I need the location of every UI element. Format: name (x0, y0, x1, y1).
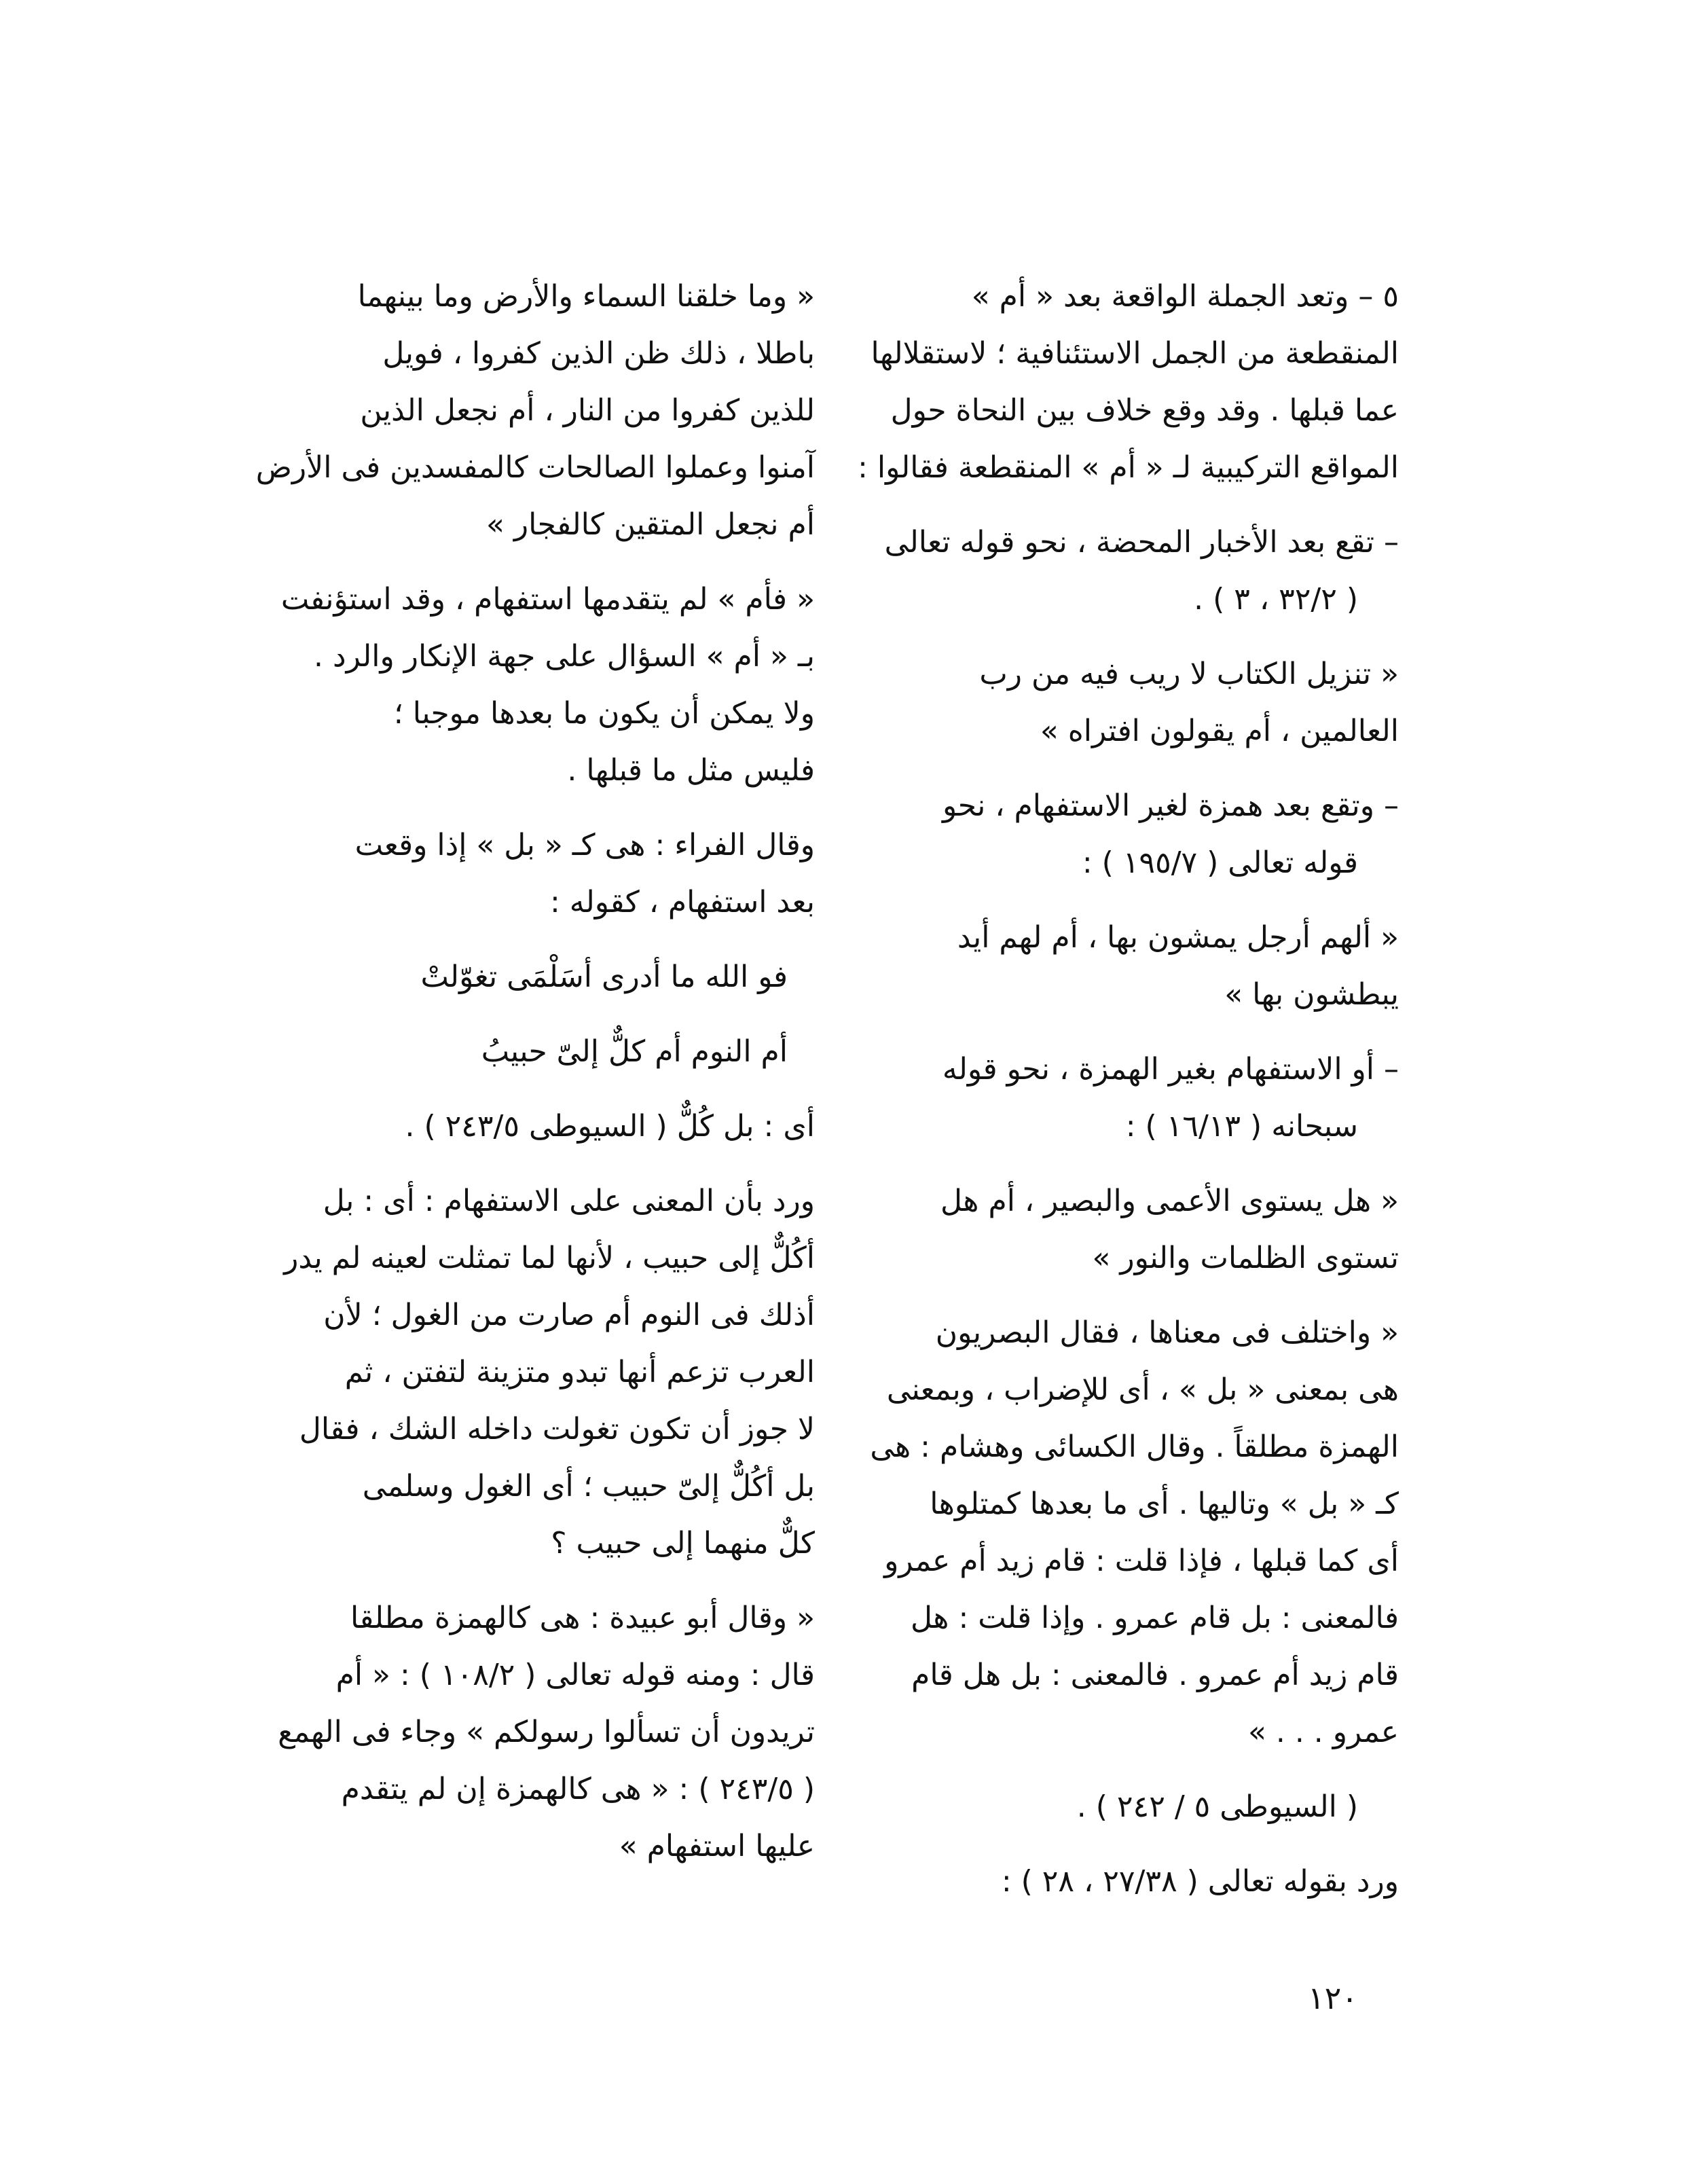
text-line: عمرو . . . » (1247, 1715, 1399, 1749)
text-line: العالمين ، أم يقولون افتراه » (1040, 714, 1399, 748)
quote (255, 268, 815, 553)
text-line: « وقال أبو عبيدة : هى كالهمزة مطلقا (350, 1601, 815, 1635)
quote (278, 1590, 815, 1875)
paragraph (299, 1098, 815, 1155)
text-line: « وما خلقنا السماء والأرض وما بينهما (357, 279, 815, 314)
left-column (255, 268, 815, 1893)
text-line: بل أكُلٌّ إلىّ حبيب ؛ أى الغول وسلمى (362, 1469, 815, 1504)
text-line: باطلا ، ذلك ظن الذين كفروا ، فويل (382, 336, 815, 371)
text-line: يبطشون بها » (1224, 977, 1399, 1012)
right-column (858, 268, 1399, 1928)
text-line: – وتقع بعد همزة لغير الاستفهام ، نحو (942, 788, 1399, 823)
text-line: « واختلف فى معناها ، فقال البصريون (935, 1315, 1399, 1350)
text-line: ورد بأن المعنى على الاستفهام : أى : بل (323, 1184, 815, 1218)
text-line: أذلك فى النوم أم صارت من الغول ؛ لأن (323, 1298, 815, 1332)
text-line: قوله تعالى ( ١٩٥/٧ ) : (1082, 845, 1358, 880)
text-line: أى : بل كُلٌّ ( السيوطى ٢٤٣/٥ ) . (405, 1109, 815, 1144)
quote (869, 909, 1399, 1023)
text-line: « فأم » لم يتقدمها استفهام ، وقد استؤنفت (280, 582, 815, 617)
paragraph (284, 1173, 815, 1572)
text-line: أكُلٌّ إلى حبيب ، لأنها لما تمثلت لعينه لم يدر (284, 1241, 815, 1275)
quote (869, 646, 1399, 760)
text-line: عليها استفهام » (619, 1829, 815, 1863)
text-line: – أو الاستفهام بغير الهمزة ، نحو قوله (942, 1052, 1399, 1087)
page-number: ١٢٠ (1307, 1980, 1358, 2016)
text-line: ٥ – وتعد الجملة الواقعة بعد « أم » (971, 279, 1399, 314)
paragraph (869, 1853, 1399, 1910)
text-line: لا جوز أن تكون تغولت داخله الشك ، فقال (299, 1412, 815, 1446)
text-line: ورد بقوله تعالى ( ٢٧/٣٨ ، ٢٨ ) : (1001, 1864, 1399, 1899)
paragraph (869, 1305, 1399, 1761)
text-line: ( السيوطى ٥ / ٢٤٢ ) . (1076, 1789, 1358, 1824)
paragraph (858, 268, 1399, 496)
text-line: ( ٣٢/٢ ، ٣ ) . (1194, 582, 1358, 617)
citation (869, 1779, 1399, 1836)
list-item (869, 514, 1399, 628)
poetry-verse (299, 949, 815, 1006)
text-line: ولا يمكن أن يكون ما بعدها موجبا ؛ (393, 696, 815, 731)
list-item (869, 1041, 1399, 1155)
text-line: الهمزة مطلقاً . وقال الكسائى وهشام : هى (870, 1430, 1399, 1464)
text-line: قام زيد أم عمرو . فالمعنى : بل هل قام (911, 1658, 1399, 1692)
text-line: بعد استفهام ، كقوله : (549, 885, 815, 920)
text-line: وقال الفراء : هى كـ « بل » إذا وقعت (354, 828, 815, 862)
text-line: قال : ومنه قوله تعالى ( ١٠٨/٢ ) : « أم (335, 1658, 815, 1692)
text-line: عما قبلها . وقد وقع خلاف بين النحاة حول (890, 393, 1399, 428)
text-line: تستوى الظلمات والنور » (1092, 1241, 1399, 1275)
text-line: المنقطعة من الجمل الاستئنافية ؛ لاستقلالها (871, 336, 1399, 371)
text-line: فالمعنى : بل قام عمرو . وإذا قلت : هل (910, 1601, 1399, 1635)
text-line: ( ٢٤٣/٥ ) : « هى كالهمزة إن لم يتقدم (341, 1772, 815, 1806)
text-line: تريدون أن تسألوا رسولكم » وجاء فى الهمع (278, 1715, 815, 1749)
text-line: هى بمعنى « بل » ، أى للإضراب ، وبمعنى (886, 1372, 1399, 1407)
paragraph (280, 571, 815, 799)
text-line: المواقع التركيبية لـ « أم » المنقطعة فقالوا : (858, 450, 1399, 485)
list-item (869, 778, 1399, 892)
text-line: « ألهم أرجل يمشون بها ، أم لهم أيد (957, 920, 1399, 955)
text-line: بـ « أم » السؤال على جهة الإنكار والرد . (314, 639, 815, 674)
text-line: أم نجعل المتقين كالفجار » (486, 507, 815, 542)
text-line: آمنوا وعملوا الصالحات كالمفسدين فى الأرض (255, 450, 815, 485)
text-line: فليس مثل ما قبلها . (567, 753, 815, 788)
text-line: « هل يستوى الأعمى والبصير ، أم هل (940, 1184, 1399, 1218)
quote (869, 1173, 1399, 1287)
text-line: كـ « بل » وتاليها . أى ما بعدها كمتلوها (930, 1487, 1399, 1521)
text-line: كلٌّ منهما إلى حبيب ؟ (551, 1526, 815, 1561)
text-line: – تقع بعد الأخبار المحضة ، نحو قوله تعالى (884, 525, 1399, 560)
text-line: سبحانه ( ١٦/١٣ ) : (1125, 1109, 1358, 1144)
text-line: « تنزيل الكتاب لا ريب فيه من رب (979, 657, 1399, 691)
text-line: للذين كفروا من النار ، أم نجعل الذين (360, 393, 815, 428)
text-line: أى كما قبلها ، فإذا قلت : قام زيد أم عمرو (884, 1544, 1399, 1578)
paragraph (299, 817, 815, 931)
text-line: العرب تزعم أنها تبدو متزينة لتفتن ، ثم (344, 1355, 815, 1389)
verse-line: فو الله ما أدرى أسَلْمَى تغوّلتْ (420, 960, 788, 994)
poetry-verse (299, 1023, 815, 1080)
verse-line: أم النوم أم كلٌّ إلىّ حبيبُ (481, 1034, 788, 1069)
